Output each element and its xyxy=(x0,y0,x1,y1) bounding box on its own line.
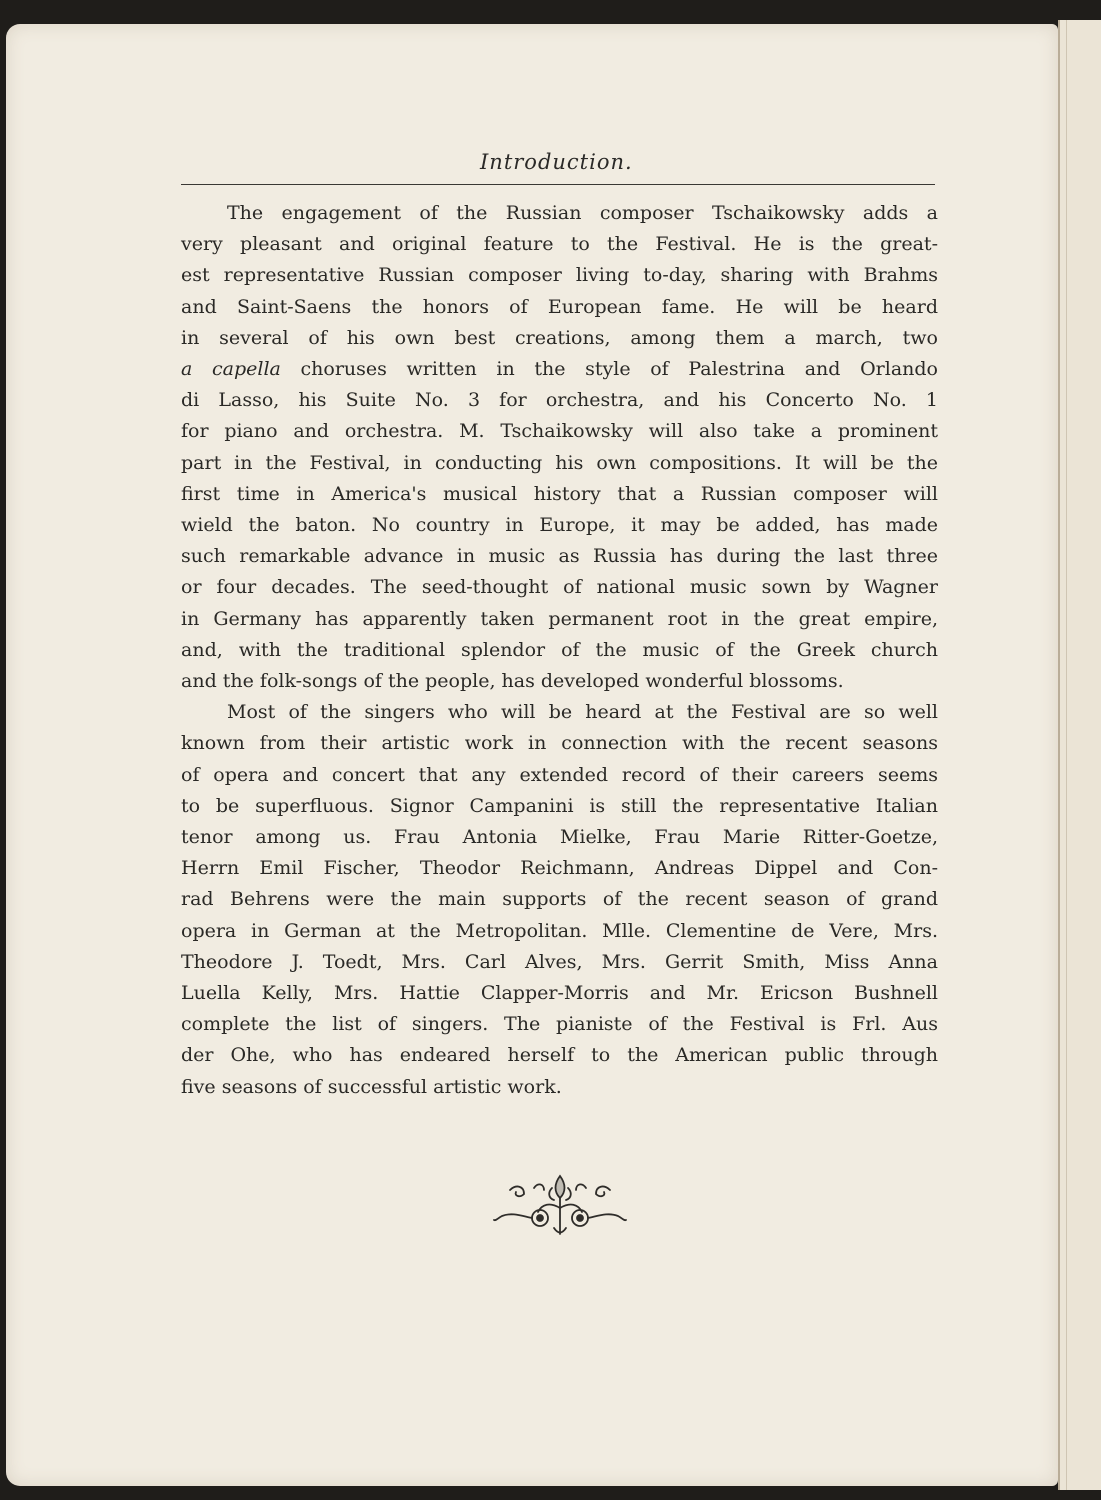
text-line: very pleasant and original feature to the Festival. He is the great- xyxy=(181,233,938,256)
text-line: such remarkable advance in music as Russia has during the last three xyxy=(181,545,938,568)
text-line: rad Behrens were the main supports of the recent season of grand xyxy=(181,888,938,911)
text-line: Most of the singers who will be heard at the Festival are so well xyxy=(227,701,938,724)
paragraph-1 xyxy=(181,198,938,697)
text-line: Herrn Emil Fischer, Theodor Reichmann, Andreas Dippel and Con- xyxy=(181,857,938,880)
text-line: complete the list of singers. The pianiste of the Festival is Frl. Aus xyxy=(181,1013,938,1036)
running-head: Introduction. xyxy=(480,150,633,174)
text-line: part in the Festival, in conducting his own compositions. It will be the xyxy=(181,451,938,474)
text-line: and, with the traditional splendor of the music of the Greek church xyxy=(181,638,938,661)
text-line: and the folk-songs of the people, has developed wonderful blossoms. xyxy=(181,670,844,693)
text-line: of opera and concert that any extended record of their careers seems xyxy=(181,763,938,786)
page-edge-line xyxy=(1066,20,1067,1490)
text-line: tenor among us. Frau Antonia Mielke, Frau Marie Ritter-Goetze, xyxy=(181,826,938,849)
italic-phrase: a capella xyxy=(181,358,281,381)
text-line: The engagement of the Russian composer Tschaikowsky adds a xyxy=(227,202,938,224)
text-line: for piano and orchestra. M. Tschaikowsky will also take a prominent xyxy=(181,420,938,443)
text-line xyxy=(181,354,938,385)
text-line: opera in German at the Metropolitan. Mlle. Clementine de Vere, Mrs. xyxy=(181,919,938,942)
floral-ornament-icon xyxy=(490,1168,630,1240)
header-rule xyxy=(181,184,935,185)
text-line: der Ohe, who has endeared herself to the American public through xyxy=(181,1044,938,1067)
body-text xyxy=(181,198,938,1103)
text-line: five seasons of successful artistic work. xyxy=(181,1075,562,1098)
text-line: Luella Kelly, Mrs. Hattie Clapper-Morris and Mr. Ericson Bushnell xyxy=(181,982,938,1005)
text-line: first time in America's musical history that a Russian composer will xyxy=(181,482,938,505)
text-line: wield the baton. No country in Europe, it may be added, has made xyxy=(181,514,938,537)
text-line: known from their artistic work in connection with the recent seasons xyxy=(181,732,938,755)
adjacent-page-edge xyxy=(1058,20,1101,1490)
paragraph-2 xyxy=(181,697,938,1103)
text-line: in several of his own best creations, among them a march, two xyxy=(181,326,938,349)
text-line: or four decades. The seed-thought of national music sown by Wagner xyxy=(181,576,938,599)
text-line: to be superfluous. Signor Campanini is still the representative Italian xyxy=(181,794,938,817)
text-line-rest: choruses written in the style of Palestrina and Orlando xyxy=(280,358,938,381)
text-line: di Lasso, his Suite No. 3 for orchestra, and his Concerto No. 1 xyxy=(181,389,938,412)
text-line: in Germany has apparently taken permanent root in the great empire, xyxy=(181,607,938,630)
text-line: est representative Russian composer living to-day, sharing with Brahms xyxy=(181,264,938,287)
text-line: Theodore J. Toedt, Mrs. Carl Alves, Mrs. Gerrit Smith, Miss Anna xyxy=(181,950,938,973)
text-line: and Saint-Saens the honors of European fame. He will be heard xyxy=(181,295,938,318)
